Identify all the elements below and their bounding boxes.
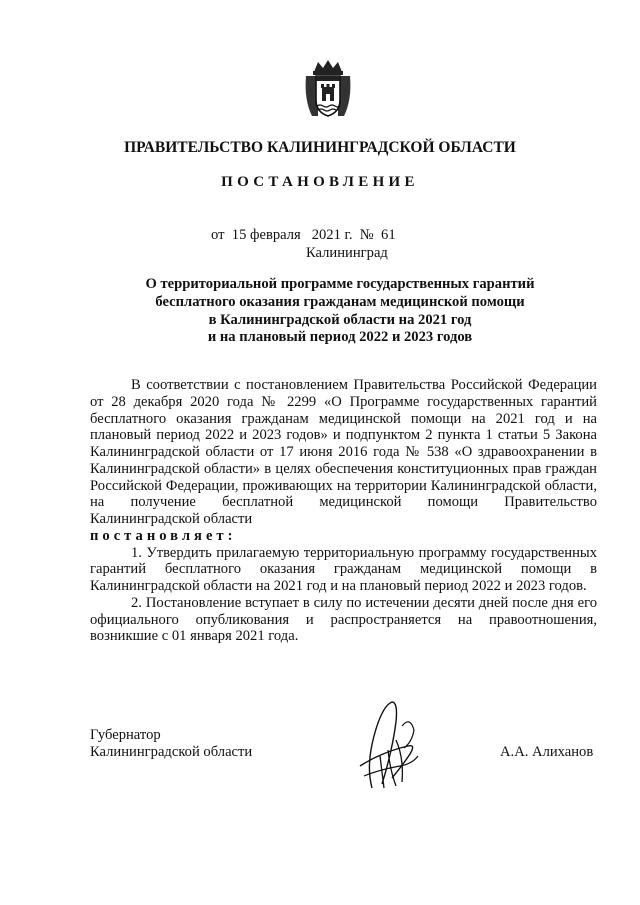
handwritten-signature [352,696,422,796]
resolves-line [90,528,597,545]
document-city: Калининград [306,245,388,261]
organization-name: ПРАВИТЕЛЬСТВО КАЛИНИНГРАДСКОЙ ОБЛАСТИ [124,139,516,156]
signatory-position [90,727,252,761]
signatory-name: А.А. Алиханов [500,744,594,760]
document-body [90,377,597,645]
resolves-word: постановляет: [90,527,237,544]
title-line: и на плановый период 2022 и 2023 годов [207,329,473,346]
item-2-paragraph: 2. Постановление вступает в силу по истечении десяти дней после дня его официального опубликования и распространяется на правоотношения, возникшие с 01 января 2021 года. [90,594,597,645]
item-1-paragraph: 1. Утвердить прилагаемую территориальную программу государственных гарантий бесплатного оказания гражданам медицинской помощи в Калининградской области на 2021 год и на плановый период 2022 и 2023 годов. [90,544,597,594]
coat-of-arms-emblem [304,60,352,118]
document-type: ПОСТАНОВЛЕНИЕ [221,174,419,190]
title-line: в Калининградской области на 2021 год [208,311,472,328]
position-line: Губернатор [90,727,161,743]
title-line: О территориальной программе государственных гарантий [145,276,535,292]
title-line: бесплатного оказания гражданам медицинской помощи [155,293,525,310]
document-title [90,276,590,347]
preamble-paragraph: В соответствии с постановлением Правительства Российской Федерации от 28 декабря 2020 года № 2299 «О Программе государственных гарантий бесплатного оказания гражданам медицинской помощи на 2021 год и на плановый период 2022 и 2023 годов» и подпунктом 2 пункта 1 статьи 5 Закона Калининградской области от 17 июня 2016 года № 538 «О здравоохранении в Калининградской области» в целях обеспечения конституционных прав граждан Российской Федерации, проживающих на территории Калининградской области, на получение бесплатной медицинской помощи Правительство Калининградской области [90,377,597,527]
document-date-number: от 15 февраля 2021 г. № 61 [211,227,396,243]
position-line: Калининградской области [90,744,253,760]
